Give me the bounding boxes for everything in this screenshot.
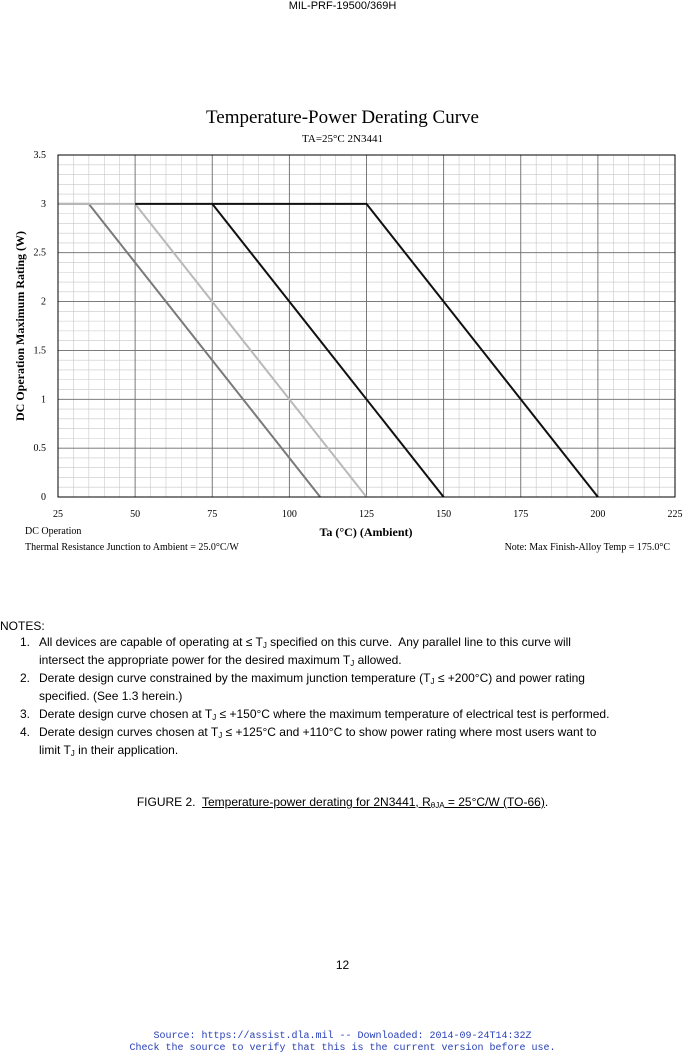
thermal-resistance-label: Thermal Resistance Junction to Ambient = 25.0°C/W — [25, 542, 239, 553]
x-tick-label: 75 — [207, 509, 218, 520]
page-number: 12 — [335, 958, 350, 972]
chart-ticks — [34, 150, 683, 520]
figure-title: Temperature-power derating for 2N3441, $R_{\theta JA} = 25^\circ C/W$ (TO-66) — [201, 795, 545, 810]
y-tick-label: 2.5 — [33, 247, 46, 259]
notes-section — [0, 617, 685, 767]
y-axis-label: DC Operation Maximum Rating (W) — [13, 231, 27, 421]
note-1-line-2: intersect the appropriate power for the desired maximum $T_J$ allowed. — [39, 653, 402, 668]
y-tick-label: 3.5 — [33, 150, 46, 161]
x-tick-label: 175 — [513, 509, 529, 520]
note-4-line-1: Derate design curves chosen at $T_J \le +125^\circ C$ and +110°C to show power rating where most users want to — [39, 725, 597, 740]
chart-subtitle: TA=25°C 2N3441 — [302, 133, 383, 145]
x-tick-label: 150 — [436, 509, 452, 520]
note-3-line-1: Derate design curve chosen at $T_J \le +150^\circ C$ where the maximum temperature of electrical test is performed. — [39, 707, 610, 722]
x-tick-label: 225 — [667, 509, 683, 520]
verify-line: Check the source to verify that this is the current version before use. — [129, 1043, 556, 1054]
chart-title: Temperature-Power Derating Curve — [205, 107, 479, 128]
y-tick-label: 0 — [41, 492, 46, 503]
note-number: 1. — [20, 635, 31, 649]
note-4-line-2: limit $T_J$ in their application. — [39, 743, 179, 758]
source-footer — [0, 1031, 685, 1055]
note-2-line-2: specified. (See 1.3 herein.) — [39, 689, 183, 703]
y-tick-label: 2 — [41, 296, 46, 308]
note-number: 2. — [20, 671, 31, 685]
y-tick-label: 0.5 — [33, 443, 46, 455]
x-tick-label: 100 — [281, 509, 297, 520]
x-tick-label: 25 — [53, 509, 63, 520]
notes-heading: NOTES: — [0, 619, 45, 633]
note-1-line-1: All devices are capable of operating at ≤ $T_J$ specified on this curve. Any parallel line to this curve will — [39, 635, 571, 650]
max-temp-note: Note: Max Finish-Alloy Temp = 175.0°C — [504, 542, 670, 553]
document-id: MIL-PRF-19500/369H — [288, 0, 397, 12]
y-tick-label: 1 — [41, 394, 46, 406]
source-line: Source: https://assist.dla.mil -- Downloaded: 2014-09-24T14:32Z — [153, 1031, 532, 1042]
y-tick-label: 3 — [41, 198, 46, 210]
note-number: 3. — [20, 707, 31, 721]
y-tick-label: 1.5 — [33, 345, 46, 357]
x-tick-label: 125 — [359, 509, 374, 520]
x-tick-label: 50 — [130, 509, 141, 520]
figure-caption: FIGURE 2. Temperature-power derating for 2N3441, $R_{\theta JA} = 25^\circ C/W$ (TO-66). — [136, 795, 549, 810]
chart-grid — [58, 155, 675, 497]
figure-label: FIGURE 2. — [136, 795, 196, 809]
note-2-line-1: Derate design curve constrained by the maximum junction temperature $(T_J \le +200^\circ C)$ and power rating — [39, 671, 585, 686]
x-tick-label: 200 — [590, 509, 606, 520]
note-number: 4. — [20, 725, 31, 739]
dc-operation-label: DC Operation — [25, 526, 82, 537]
x-axis-label: Ta (°C) (Ambient) — [319, 525, 413, 539]
